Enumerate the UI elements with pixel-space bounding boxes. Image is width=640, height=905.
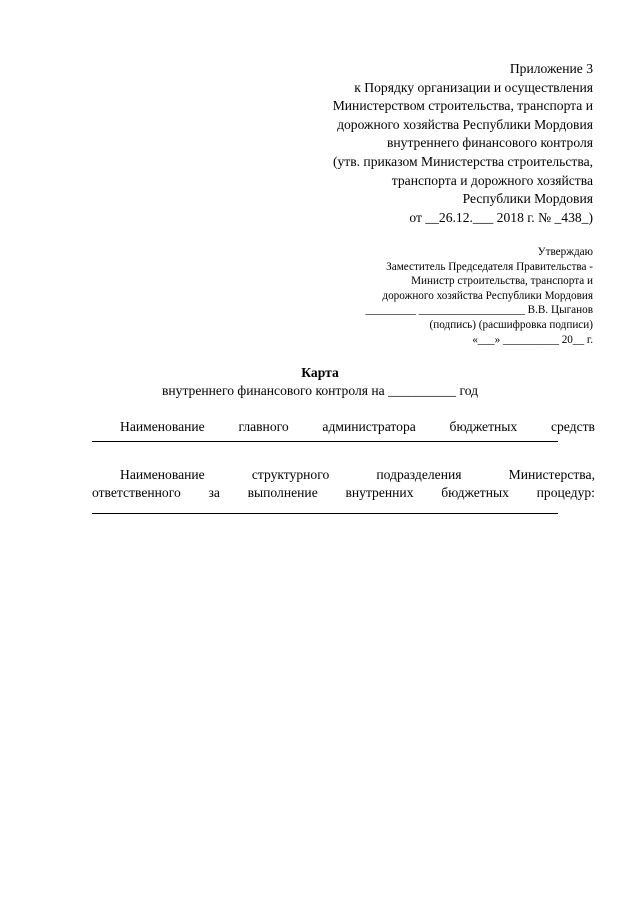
card-subtitle: внутреннего финансового контроля на __________ год: [161, 383, 479, 398]
appendix-line: от __26.12.___ 2018 г. № _438_): [409, 209, 593, 225]
appendix-line: Министерством строительства, транспорта и: [332, 98, 593, 114]
card-title: Карта: [301, 365, 339, 380]
field-structural-unit: [92, 466, 595, 514]
appendix-line: дорожного хозяйства Республики Мордовия: [337, 116, 593, 132]
appendix-header: [233, 60, 593, 227]
appendix-line: к Порядку организации и осуществления: [354, 79, 593, 95]
approval-line: Утверждаю: [537, 246, 593, 258]
word: Министерства,: [508, 467, 595, 482]
word: бюджетных: [441, 485, 509, 501]
appendix-line: Приложение 3: [509, 61, 593, 76]
word: внутренних: [345, 485, 414, 501]
appendix-line: транспорта и дорожного хозяйства: [391, 172, 593, 188]
word: главного: [238, 419, 289, 434]
field-label-line: [92, 466, 595, 484]
word: средств: [550, 419, 595, 434]
appendix-line: (утв. приказом Министерства строительства,: [332, 153, 593, 169]
approval-signature-line: _________ ___________________ В.В. Цыганов: [365, 304, 593, 317]
approval-date-line: «___» __________ 20__ г.: [472, 333, 593, 346]
approval-line: Заместитель Председателя Правительства -: [386, 260, 593, 273]
appendix-line: Республики Мордовия: [462, 191, 593, 207]
blank-line: [92, 441, 558, 442]
word: структурного: [251, 467, 330, 482]
blank-line: [92, 513, 558, 514]
approval-line: Министр строительства, транспорта и: [411, 275, 593, 288]
field-chief-administrator: [92, 418, 595, 442]
field-label-line: [92, 484, 595, 502]
approval-block: [233, 245, 593, 347]
word: Наименование: [120, 467, 205, 482]
word: Наименование: [120, 419, 205, 434]
word: ответственного: [92, 485, 181, 501]
word: подразделения: [376, 467, 462, 482]
approval-line: дорожного хозяйства Республики Мордовия: [382, 289, 593, 302]
word: администратора: [322, 419, 416, 434]
word: процедур:: [536, 485, 595, 501]
appendix-line: внутреннего финансового контроля: [386, 135, 593, 151]
approval-signature-caption: (подпись) (расшифровка подписи): [429, 318, 593, 331]
word: за: [208, 485, 220, 501]
word: бюджетных: [449, 419, 518, 434]
word: выполнение: [247, 485, 318, 501]
field-label-line: [92, 418, 595, 436]
